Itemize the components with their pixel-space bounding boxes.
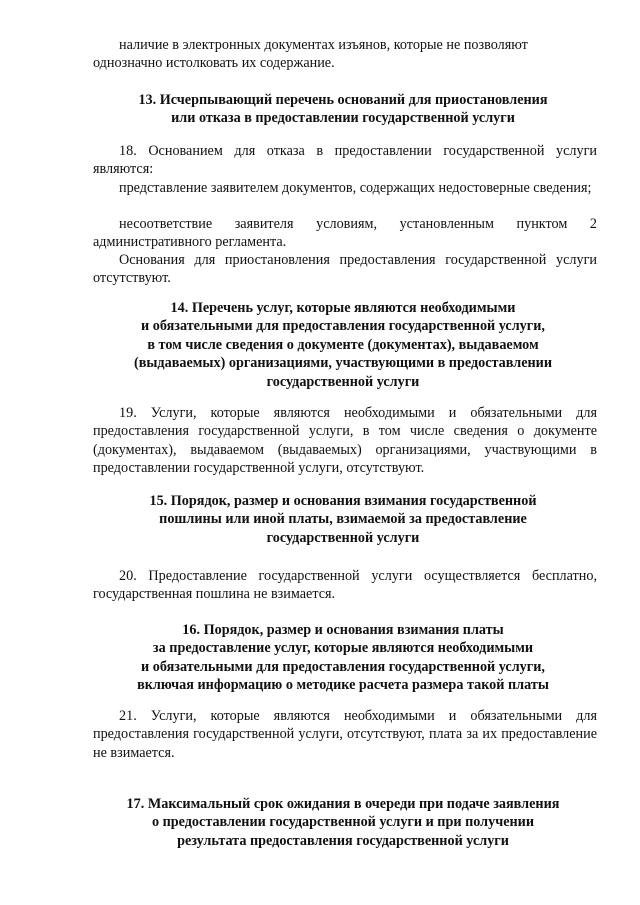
paragraph-21: 21. Услуги, которые являются необходимыми и обязательными для предоставления государственной услуги, отсутствуют, плата за их предоставление не взимается. — [93, 708, 597, 761]
paragraph-18-item-1: представление заявителем документов, содержащих недостоверные сведения; — [119, 180, 592, 196]
paragraph-18-item-2: несоответствие заявителя условиям, установленным пунктом 2 административного регламента. — [93, 216, 597, 251]
section-heading-13: 13. Исчерпывающий перечень оснований для приостановления или отказа в предоставлении государственной услуги — [138, 92, 548, 127]
paragraph-18: 18. Основанием для отказа в предоставлении государственной услуги являются: — [93, 143, 597, 178]
paragraph-19: 19. Услуги, которые являются необходимыми и обязательными для предоставления государственной услуги, в том числе сведения о документе (документах), выдаваемом (выдаваемых) организациями, участвующими в предоставлении государственной услуги, отсутствуют. — [93, 405, 597, 477]
section-heading-16: 16. Порядок, размер и основания взимания платы за предоставление услуг, которые являются необходимыми и обязательными для предоставления государственной услуги, включая информацию о методике расчета размера такой платы — [137, 622, 549, 694]
paragraph-20: 20. Предоставление государственной услуги осуществляется бесплатно, государственная пошлина не взимается. — [93, 568, 597, 603]
section-heading-15: 15. Порядок, размер и основания взимания государственной пошлины или иной платы, взимаемой за предоставление государственной услуги — [149, 493, 537, 546]
section-heading-14: 14. Перечень услуг, которые являются необходимыми и обязательными для предоставления государственной услуги, в том числе сведения о документе (документах), выдаваемом (выдаваемых) организациями, участвующими в предоставлении государственной услуги — [133, 300, 553, 390]
paragraph-18-suspension: Основания для приостановления предоставления государственной услуги отсутствуют. — [93, 252, 597, 287]
paragraph-defects: наличие в электронных документах изъянов, которые не позволяют однозначно истолковать их содержание. — [93, 37, 528, 72]
section-heading-17: 17. Максимальный срок ожидания в очереди при подаче заявления о предоставлении государственной услуги и при получении результата предоставления государственной услуги — [126, 796, 560, 849]
